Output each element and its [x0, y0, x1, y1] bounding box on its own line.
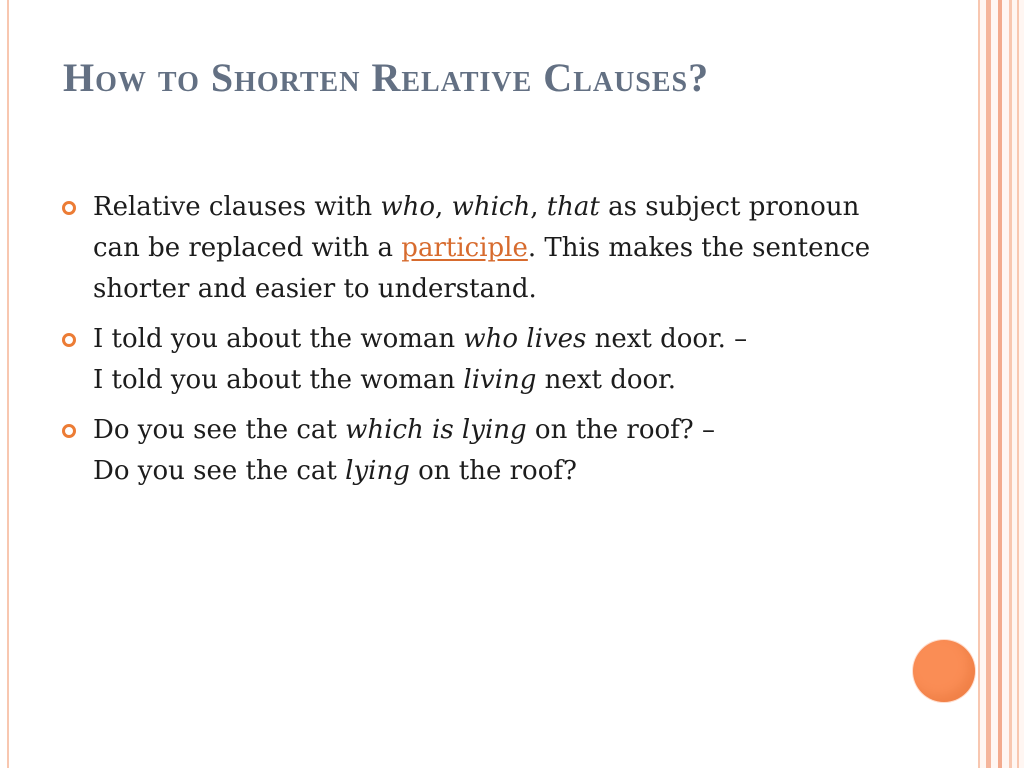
text-segment: I told you about the woman: [93, 324, 464, 354]
text-segment: Do you see the cat: [93, 415, 346, 445]
text-segment: . This makes the sentence shorter and easier to understand.: [93, 233, 871, 304]
bullet-item: [62, 187, 892, 310]
bullet-text: [93, 192, 870, 304]
italic-text-segment: who: [380, 192, 436, 222]
bullet-ring-icon: [62, 424, 76, 438]
text-segment: on the roof? –: [526, 415, 715, 445]
bullet-text: [93, 415, 715, 486]
text-segment: Do you see the cat: [93, 456, 346, 486]
bullet-text: [93, 324, 747, 395]
text-segment: next door. –: [586, 324, 748, 354]
text-segment: ,: [530, 192, 547, 222]
right-frame-line: [1017, 0, 1019, 768]
bullet-list: [62, 187, 892, 501]
slide-title: How to Shorten Relative Clauses?: [63, 55, 710, 100]
italic-text-segment: who lives: [463, 324, 587, 354]
bullet-item: [62, 319, 892, 401]
decorative-orange-circle: [913, 640, 975, 702]
right-frame-line: [986, 0, 991, 768]
right-frame-line: [1009, 0, 1012, 768]
bullet-item: [62, 410, 892, 492]
text-segment: Relative clauses with: [93, 192, 381, 222]
bullet-ring-icon: [62, 201, 76, 215]
text-segment: I told you about the woman: [93, 365, 464, 395]
participle-link[interactable]: participle: [401, 233, 528, 263]
italic-text-segment: which: [451, 192, 531, 222]
left-frame-line: [7, 0, 9, 768]
italic-text-segment: which is lying: [345, 415, 527, 445]
bullet-ring-icon: [62, 333, 76, 347]
italic-text-segment: lying: [345, 456, 410, 486]
italic-text-segment: that: [546, 192, 600, 222]
text-segment: as subject pronoun can be replaced with a: [93, 192, 860, 263]
italic-text-segment: living: [463, 365, 537, 395]
text-segment: ,: [435, 192, 452, 222]
text-segment: on the roof?: [409, 456, 577, 486]
right-frame-line: [978, 0, 980, 768]
right-frame-line: [998, 0, 1002, 768]
text-segment: next door.: [536, 365, 676, 395]
